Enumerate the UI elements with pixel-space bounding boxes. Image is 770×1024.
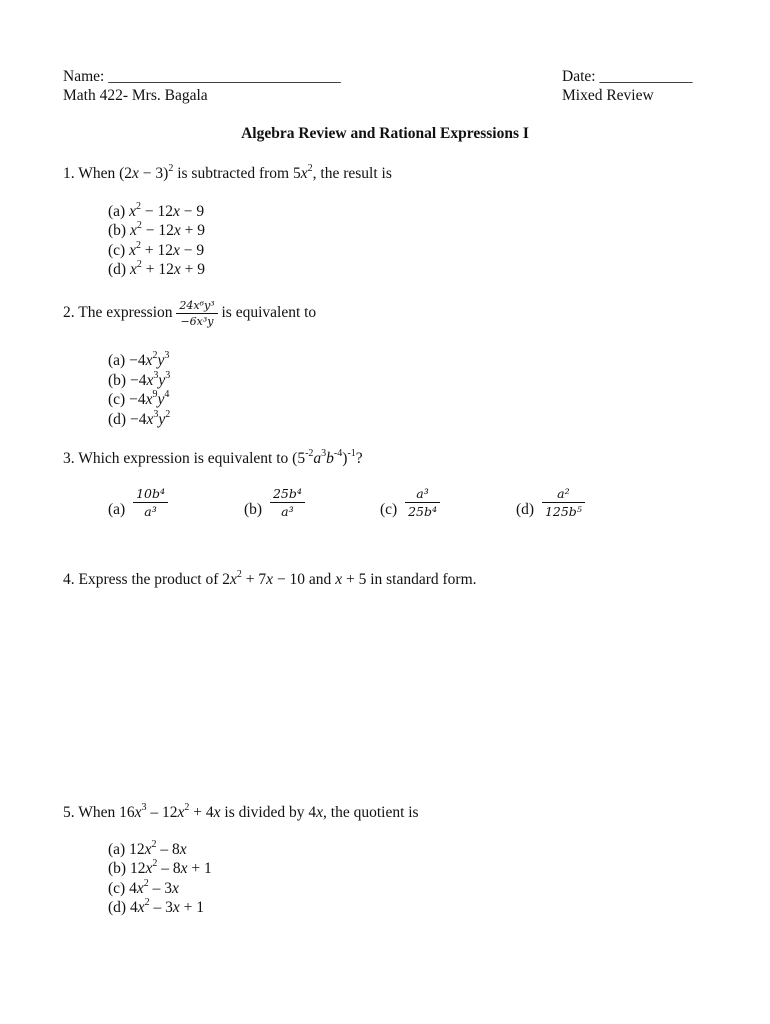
- q3-choice-b[interactable]: [244, 486, 305, 519]
- date-field[interactable]: Date: ____________: [562, 68, 693, 85]
- question-2: [63, 296, 316, 330]
- q3-choice-c-denominator: 25b⁴: [408, 504, 437, 519]
- q1-choice-a[interactable]: (a) $x^2 - 12x - 9$: [108, 200, 205, 220]
- q3-choice-d-denominator: 125b⁵: [544, 504, 582, 519]
- question-1: 1. When $(2x - 3)^2$ is subtracted from $5x^2$, the result is: [63, 162, 392, 182]
- q3-choice-c-fraction: [405, 486, 440, 519]
- q3-choice-b-label: (b): [244, 501, 263, 518]
- q3-choice-a[interactable]: [108, 486, 168, 519]
- q3-choice-a-denominator: a³: [144, 504, 157, 519]
- q3-choice-a-numerator: 10b⁴: [133, 486, 168, 503]
- question-2-number: 2.: [63, 304, 75, 321]
- q5-choice-d[interactable]: (d) $4x^2 - 3x + 1$: [108, 896, 204, 916]
- page-title: Algebra Review and Rational Expressions I: [241, 125, 529, 142]
- q1-choice-c[interactable]: (c) $x^2 + 12x - 9$: [108, 239, 205, 259]
- question-2-prefix: The expression: [78, 304, 173, 321]
- question-4-number: 4.: [63, 571, 75, 588]
- q3-choice-b-fraction: [270, 486, 305, 519]
- course-label: Math 422- Mrs. Bagala: [63, 87, 208, 104]
- q3-choice-d-label: (d): [516, 501, 535, 518]
- question-5-number: 5.: [63, 804, 75, 821]
- q2-choice-b[interactable]: $(b) -4x^3y^3$: [108, 369, 171, 389]
- q3-choice-b-denominator: a³: [281, 504, 294, 519]
- q2-choice-d[interactable]: $(d) -4x^3y^2$: [108, 408, 171, 428]
- q3-choice-d-numerator: a²: [542, 486, 585, 503]
- review-type-label: Mixed Review: [562, 87, 654, 104]
- question-2-suffix: is equivalent to: [221, 304, 317, 321]
- q3-choice-c-label: (c): [380, 501, 398, 518]
- question-3-number: 3.: [63, 450, 75, 467]
- q3-choice-c-numerator: a³: [405, 486, 440, 503]
- q3-choice-c[interactable]: [380, 486, 440, 519]
- question-3: 3. Which expression is equivalent to $(5^{-2}a^3b^{-4})^{-1}$?: [63, 447, 363, 467]
- q3-choice-d[interactable]: [516, 486, 585, 519]
- q3-choice-a-fraction: [133, 486, 168, 519]
- q4-answer-space[interactable]: [63, 592, 703, 792]
- q5-choice-a[interactable]: (a) $12x^2 - 8x$: [108, 838, 187, 858]
- q2-choice-a[interactable]: $(a) -4x^2y^3$: [108, 349, 170, 369]
- question-5: 5. When $16x^3 - 12x^2 + 4x$ is divided by 4x, the quotient is: [63, 801, 419, 821]
- question-1-number: 1.: [63, 165, 75, 182]
- question-4: 4. Express the product of $2x^2 + 7x - 10$ and x + 5 in standard form.: [63, 568, 477, 588]
- q1-choice-b[interactable]: (b) $x^2 - 12x + 9$: [108, 219, 205, 239]
- q2-fraction: [176, 299, 217, 328]
- q5-choice-c[interactable]: (c) $4x^2 - 3x$: [108, 877, 179, 897]
- q3-choice-b-numerator: 25b⁴: [270, 486, 305, 503]
- q3-choice-a-label: (a): [108, 501, 126, 518]
- q2-fraction-denominator: −6x³y: [180, 314, 214, 328]
- q2-fraction-numerator: 24x⁶y³: [176, 299, 217, 314]
- name-field[interactable]: Name: ______________________________: [63, 68, 341, 85]
- q2-choice-c[interactable]: $(c) -4x^9y^4$: [108, 388, 170, 408]
- q1-choice-d[interactable]: (d) $x^2 + 12x + 9$: [108, 258, 205, 278]
- q5-choice-b[interactable]: (b) $12x^2 - 8x + 1$: [108, 857, 212, 877]
- q3-choice-d-fraction: [542, 486, 585, 519]
